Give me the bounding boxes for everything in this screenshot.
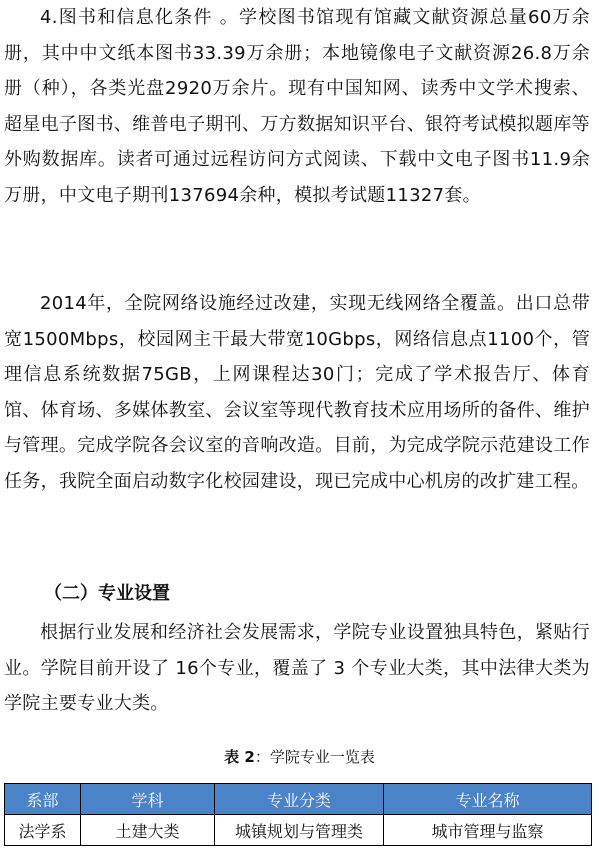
paragraph-major-settings [4,615,590,722]
paragraph-text: 根据行业发展和经济社会发展需求，学院专业设置独具特色，紧贴行业。学院目前开设了 16个专业，覆盖了 3 个专业大类，其中法律大类为学院主要专业大类。 [4,622,590,715]
table-caption-label: 表 2 [224,748,255,766]
cell-major-name: 城市管理与监察 [384,815,592,846]
cell-department: 法学系 [5,815,81,846]
header-major-name: 专业名称 [384,784,592,815]
section-heading: （二）专业设置 [44,583,170,604]
table-row [5,815,592,846]
majors-table [4,783,592,846]
header-discipline: 学科 [81,784,215,815]
header-department: 系部 [5,784,81,815]
header-major-category: 专业分类 [215,784,384,815]
table-header-row [5,784,592,815]
table-caption [0,745,599,769]
cell-discipline: 土建大类 [81,815,215,846]
paragraph-text: 4.图书和信息化条件 。学校图书馆现有馆藏文献资源总量60万余册，其中中文纸本图书33.39万余册；本地镜像电子文献资源26.8万余册（种），各类光盘2920万余片。现有中国知网、读秀中文学术搜索、超星电子图书、维普电子期刊、万方数据知识平台、银符考试模拟题库等外购数据库。读者可通过远程访问方式阅读、下载中文电子图书11.9余万册，中文电子期刊137694余种，模拟考试题11327套。 [4,7,590,206]
paragraph-library-resources [4,0,590,214]
table-caption-text: ：学院专业一览表 [254,748,375,766]
paragraph-network-facilities [4,286,590,500]
paragraph-text: 2014年，全院网络设施经过改建，实现无线网络全覆盖。出口总带宽1500Mbps，校园网主干最大带宽10Gbps，网络信息点1100个，管理信息系统数据75GB，上网课程达30门；完成了学术报告厅、体育馆、体育场、多媒体教室、会议室等现代教育技术应用场所的备件、维护与管理。完成学院各会议室的音响改造。目前，为完成学院示范建设工作任务，我院全面启动数字化校园建设，现已完成中心机房的改扩建工程。 [4,293,590,492]
cell-major-category: 城镇规划与管理类 [215,815,384,846]
